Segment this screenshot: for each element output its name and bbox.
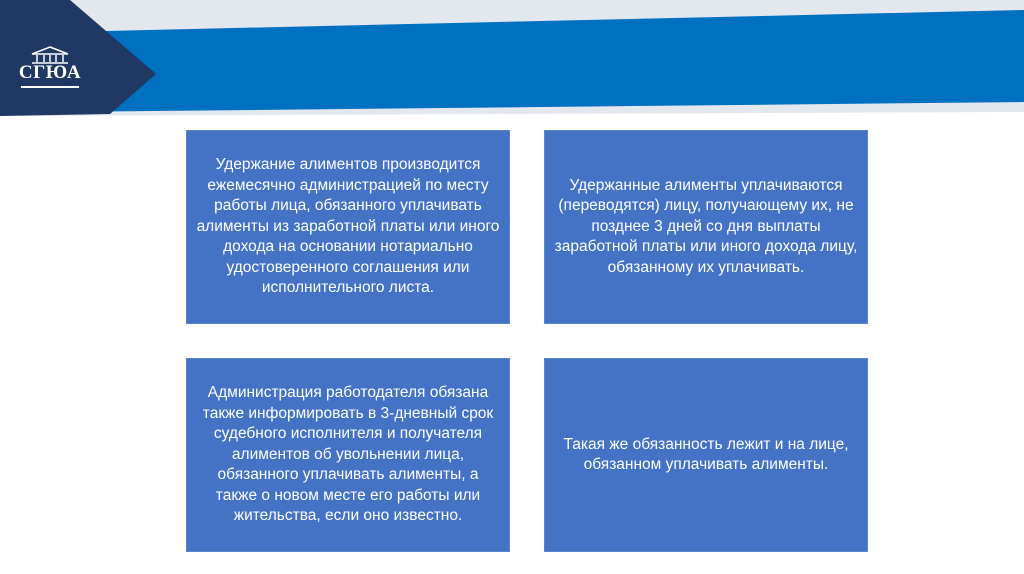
logo-text: СГЮА xyxy=(18,62,82,83)
card-text: Администрация работодателя обязана также информировать в 3-дневный срок судебного исполнителя и получателя алиментов об увольнении лица, обязанного уплачивать алименты, а также о новом месте его работы или жительства, если оно известно. xyxy=(202,384,494,525)
logo xyxy=(18,46,82,96)
card-text: Удержанные алименты уплачиваются (переводятся) лицу, получающему их, не позднее 3 дней со дня выплаты заработной платы или иного дохода лицу, обязанному их уплачивать. xyxy=(554,176,858,276)
card-text: Такая же обязанность лежит и на лице, обязанном уплачивать алименты. xyxy=(563,435,849,473)
header-background xyxy=(0,0,1024,120)
header-band xyxy=(0,0,1024,120)
info-card-transfer xyxy=(544,130,868,324)
logo-underline xyxy=(21,86,79,88)
info-card-payer-duty xyxy=(544,358,868,552)
card-text: Удержание алиментов производится ежемесячно администрацией по месту работы лица, обязанного уплачивать алименты из заработной платы или иного дохода на основании нотариально удостоверенного соглашения или исполнительного листа. xyxy=(196,156,500,297)
info-card-withholding xyxy=(186,130,510,324)
info-card-employer-duty xyxy=(186,358,510,552)
